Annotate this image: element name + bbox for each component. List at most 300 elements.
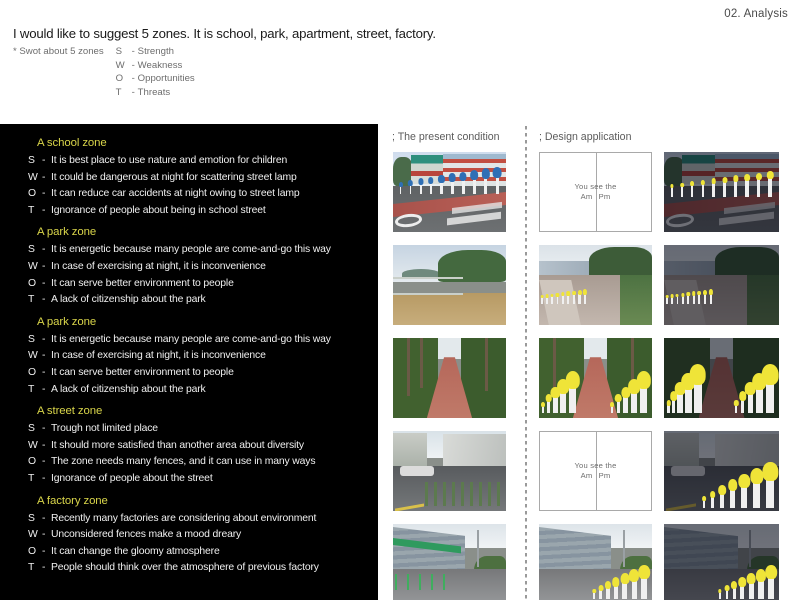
tulip-lamp-icon bbox=[750, 468, 763, 485]
zone-swot-key: W bbox=[28, 529, 38, 541]
zone-swot-key: O bbox=[28, 545, 36, 557]
tulip-lamp-icon bbox=[639, 565, 651, 579]
bollard-row bbox=[666, 288, 712, 304]
swot-note: * Swot about 5 zones bbox=[13, 46, 104, 57]
placeholder-am: Am bbox=[580, 192, 593, 201]
photo-cell-present[interactable] bbox=[393, 245, 506, 325]
zone-swot-dash: - bbox=[42, 244, 46, 256]
tulip-lamp-icon bbox=[718, 589, 721, 593]
bollard-post bbox=[462, 178, 465, 194]
bollard-post bbox=[757, 178, 760, 197]
tulip-lamp-icon bbox=[399, 182, 403, 187]
bollard-post bbox=[614, 584, 618, 599]
tulip-lamp-icon bbox=[709, 289, 713, 294]
bollard-post bbox=[578, 294, 580, 305]
zone-swot-line bbox=[28, 276, 370, 293]
bollard-post bbox=[410, 184, 412, 194]
placeholder-text bbox=[574, 461, 616, 481]
bollard-post bbox=[691, 185, 693, 197]
swot-legend-row bbox=[116, 86, 195, 100]
bollard-post bbox=[671, 297, 673, 305]
zone-swot-text: In case of exercising at night, it is inconvenience bbox=[51, 260, 266, 272]
park-zone-row bbox=[393, 245, 779, 325]
zone-title: A park zone bbox=[37, 315, 97, 328]
swot-legend-value: Weakness bbox=[137, 59, 183, 71]
bollard-post bbox=[723, 181, 726, 197]
bollard-post bbox=[400, 185, 402, 194]
bollard-post bbox=[698, 294, 700, 304]
zone-swot-key: S bbox=[28, 244, 35, 256]
zone-block bbox=[28, 223, 370, 308]
photo-park-present bbox=[393, 245, 506, 325]
photo-factory-present bbox=[393, 524, 506, 600]
parked-cars bbox=[400, 466, 434, 476]
zone-swot-key: S bbox=[28, 155, 35, 166]
bollard-post bbox=[430, 182, 432, 195]
placeholder-pm: Pm bbox=[598, 192, 611, 201]
zone-block bbox=[28, 492, 370, 577]
placeholder-line2 bbox=[574, 471, 616, 481]
zone-swot-line bbox=[28, 203, 370, 220]
bollard-post bbox=[748, 392, 753, 414]
bollard-post bbox=[726, 589, 729, 599]
tulip-lamp-icon bbox=[583, 289, 587, 294]
tulip-lamp-icon bbox=[733, 175, 738, 182]
zone-swot-text: In case of exercising at night, it is inconvenience bbox=[51, 350, 266, 362]
zone-swot-line bbox=[28, 348, 370, 365]
page-title: I would like to suggest 5 zones. It is school, park, apartment, street, factory. bbox=[13, 26, 436, 41]
tulip-lamp-icon bbox=[710, 491, 716, 498]
bollard-post bbox=[712, 182, 715, 196]
bollard-post bbox=[704, 294, 706, 305]
bollard-row bbox=[611, 387, 647, 413]
photo-treepath-design-night bbox=[664, 338, 779, 418]
zone-swot-line bbox=[28, 511, 370, 528]
tulip-lamp-icon bbox=[767, 171, 773, 179]
zone-swot-text: Trough not limited place bbox=[51, 423, 158, 435]
zone-swot-text: It is energetic because many people are come-and-go this way bbox=[51, 333, 331, 345]
tulip-lamp-icon bbox=[731, 581, 737, 589]
bollard-row bbox=[735, 385, 774, 413]
bollard-post bbox=[484, 176, 487, 195]
tulip-lamp-icon bbox=[702, 496, 706, 501]
zone-swot-dash: - bbox=[42, 562, 46, 574]
zone-swot-text: Ignorance of people about the street bbox=[51, 472, 213, 484]
swot-legend-value: Opportunities bbox=[137, 73, 195, 84]
zone-swot-key: S bbox=[28, 512, 35, 524]
photo-school-present bbox=[393, 152, 506, 232]
placeholder-pm: Pm bbox=[598, 471, 611, 480]
bollard-post bbox=[745, 179, 748, 197]
zone-swot-key: O bbox=[28, 277, 36, 289]
photo-cell-design-day[interactable] bbox=[539, 431, 652, 511]
tulip-lamp-icon bbox=[566, 291, 570, 296]
bollard-post bbox=[606, 587, 609, 600]
zone-title: A school zone bbox=[37, 137, 107, 149]
photo-cell-design-day[interactable] bbox=[539, 338, 652, 418]
bollard-post bbox=[631, 390, 637, 414]
bollard-post bbox=[632, 578, 637, 599]
bollard-row bbox=[400, 180, 499, 194]
zone-swot-text: It is best place to use nature and emotion for children bbox=[51, 155, 288, 166]
swot-legend-block bbox=[13, 45, 195, 99]
tulip-lamp-icon bbox=[698, 291, 702, 296]
zone-swot-text: A lack of citizenship about the park bbox=[51, 383, 206, 395]
photo-cell-design-night[interactable] bbox=[664, 524, 779, 600]
tulip-lamp-icon bbox=[739, 577, 747, 586]
zone-swot-text: It can reduce car accidents at night owing to street lamp bbox=[51, 188, 300, 200]
zone-swot-line bbox=[28, 292, 370, 309]
zone-swot-key: W bbox=[28, 439, 38, 451]
swot-legend-key: O bbox=[115, 73, 124, 84]
zone-title: A park zone bbox=[37, 226, 97, 239]
zone-swot-dash: - bbox=[42, 529, 46, 541]
photo-cell-design-day[interactable] bbox=[539, 524, 652, 600]
bollard-post bbox=[567, 295, 569, 305]
tree-trunk bbox=[407, 338, 410, 396]
bollard-post bbox=[640, 384, 647, 413]
placeholder-line2 bbox=[574, 192, 616, 202]
bollard-post bbox=[719, 592, 721, 599]
zone-swot-text: It should more satisfied than another area about diversity bbox=[51, 439, 304, 451]
swot-legend-key: S bbox=[115, 46, 123, 57]
bollard-post bbox=[666, 297, 667, 304]
bollard-post bbox=[573, 294, 575, 304]
ampm-placeholder-box bbox=[539, 152, 652, 232]
photo-factory-design-day bbox=[539, 524, 652, 600]
bollard-post bbox=[682, 296, 684, 305]
zone-swot-text: Recently many factories are considering about environment bbox=[51, 512, 317, 524]
zone-swot-text: It is energetic because many people are come-and-go this way bbox=[51, 244, 331, 256]
tulip-lamp-icon bbox=[739, 474, 750, 488]
zone-swot-text: The zone needs many fences, and it can use in many ways bbox=[51, 456, 316, 468]
bollard-row bbox=[703, 478, 774, 508]
bollard-post bbox=[623, 395, 628, 413]
tulip-lamp-icon bbox=[418, 178, 423, 184]
photo-factory-design-night bbox=[664, 524, 779, 600]
photo-cell-design-night[interactable] bbox=[664, 152, 779, 232]
swot-legend-dash: - bbox=[131, 46, 135, 57]
zone-swot-dash: - bbox=[42, 260, 46, 272]
tree-trunk bbox=[420, 338, 423, 388]
zone-swot-dash: - bbox=[42, 350, 46, 362]
tulip-lamp-icon bbox=[734, 400, 738, 406]
swot-legend-dash: - bbox=[131, 73, 135, 84]
zone-swot-line bbox=[28, 560, 370, 577]
zone-swot-dash: - bbox=[42, 439, 46, 451]
zone-swot-line bbox=[28, 471, 370, 488]
tulip-lamp-icon bbox=[722, 177, 727, 183]
zone-swot-dash: - bbox=[42, 472, 46, 484]
section-label: 02. Analysis bbox=[724, 8, 788, 20]
photo-cell-design-night[interactable] bbox=[664, 338, 779, 418]
zone-swot-text: It can change the gloomy atmosphere bbox=[51, 545, 220, 557]
bollard-post bbox=[733, 587, 736, 600]
bollard-post bbox=[766, 476, 774, 508]
zone-swot-dash: - bbox=[42, 366, 46, 378]
bollard-post bbox=[641, 575, 647, 599]
tulip-lamp-icon bbox=[763, 462, 778, 481]
design-application-heading: ; Design application bbox=[539, 131, 632, 143]
bollard-post bbox=[584, 293, 586, 304]
swot-legend-row bbox=[116, 59, 195, 73]
bollard-post bbox=[473, 177, 476, 194]
tulip-lamp-icon bbox=[756, 173, 762, 181]
dirt-path bbox=[393, 293, 506, 325]
photo-park-design-night bbox=[664, 245, 779, 325]
tulip-lamp-icon bbox=[747, 573, 756, 584]
zone-swot-key: O bbox=[28, 188, 36, 200]
bollard-post bbox=[741, 398, 745, 413]
photo-cell-present[interactable] bbox=[393, 431, 506, 511]
tulip-lamp-icon bbox=[610, 402, 614, 407]
tulip-lamp-icon bbox=[724, 585, 729, 591]
ampm-placeholder-box bbox=[539, 431, 652, 511]
bollard-post bbox=[711, 496, 714, 508]
photo-cell-design-day[interactable] bbox=[539, 152, 652, 232]
photo-cell-design-day[interactable] bbox=[539, 245, 652, 325]
bollard-post bbox=[756, 385, 763, 413]
zone-swot-dash: - bbox=[42, 155, 46, 166]
zone-swot-key: T bbox=[28, 472, 35, 484]
bollard-post bbox=[551, 296, 553, 304]
zone-swot-text: It can serve better environment to people bbox=[51, 366, 234, 378]
bollard-post bbox=[753, 480, 760, 508]
bollard-post bbox=[741, 484, 747, 508]
zone-swot-dash: - bbox=[42, 294, 46, 306]
zone-swot-key: S bbox=[28, 333, 35, 345]
photo-treepath-design-day bbox=[539, 338, 652, 418]
zone-swot-text: It can serve better environment to people bbox=[51, 277, 234, 289]
zone-swot-dash: - bbox=[42, 188, 46, 200]
tulip-lamp-icon bbox=[471, 170, 479, 180]
school-zone-row bbox=[393, 152, 779, 232]
zone-swot-line bbox=[28, 153, 370, 170]
tulip-lamp-icon bbox=[666, 295, 669, 298]
zone-swot-text: Ignorance of people about being in school street bbox=[51, 204, 266, 216]
tulip-lamp-icon bbox=[680, 183, 684, 187]
tulip-lamp-icon bbox=[728, 479, 738, 491]
photo-cell-design-night[interactable] bbox=[664, 431, 779, 511]
zone-swot-key: W bbox=[28, 260, 38, 272]
tulip-lamp-icon bbox=[541, 295, 544, 298]
swot-legend-value: Threats bbox=[137, 86, 171, 98]
zone-swot-key: W bbox=[28, 350, 38, 362]
tulip-lamp-icon bbox=[670, 184, 673, 188]
photo-grid bbox=[393, 152, 779, 592]
zone-block bbox=[28, 313, 370, 398]
photo-cell-present[interactable] bbox=[393, 152, 506, 232]
bollard-post bbox=[710, 293, 712, 304]
street-zone-row bbox=[393, 431, 779, 511]
photo-cell-present[interactable] bbox=[393, 524, 506, 600]
bollard-post bbox=[611, 405, 613, 413]
zone-title: A street zone bbox=[37, 405, 103, 418]
zone-swot-key: T bbox=[28, 383, 35, 395]
tulip-lamp-icon bbox=[637, 371, 651, 389]
tulip-lamp-icon bbox=[592, 589, 595, 593]
tulip-lamp-icon bbox=[744, 174, 750, 181]
zone-swot-key: T bbox=[28, 562, 35, 574]
zone-swot-key: T bbox=[28, 204, 35, 216]
photo-street-present bbox=[393, 431, 506, 511]
bollard-post bbox=[496, 175, 500, 195]
zone-swot-dash: - bbox=[42, 512, 46, 524]
tulip-lamp-icon bbox=[408, 180, 413, 186]
placeholder-line1: You see the bbox=[574, 461, 617, 470]
photo-cell-present[interactable] bbox=[393, 338, 506, 418]
bollard-post bbox=[546, 297, 548, 305]
zone-swot-line bbox=[28, 242, 370, 259]
zone-swot-line bbox=[28, 365, 370, 382]
zone-swot-dash: - bbox=[42, 456, 46, 468]
bollard-post bbox=[617, 400, 620, 413]
bollard-post bbox=[758, 578, 763, 599]
tulip-lamp-icon bbox=[711, 178, 716, 184]
swot-legend-dash: - bbox=[131, 59, 135, 71]
swot-legend-row bbox=[116, 45, 195, 59]
tulip-lamp-icon bbox=[690, 181, 694, 186]
placeholder-text bbox=[574, 182, 616, 202]
tulip-lamp-icon bbox=[598, 585, 603, 591]
zone-swot-key: O bbox=[28, 366, 36, 378]
photo-cell-design-night[interactable] bbox=[664, 245, 779, 325]
bollard-post bbox=[671, 187, 673, 197]
swot-legend-value: Strength bbox=[137, 46, 174, 57]
bollard-post bbox=[702, 184, 704, 197]
zone-swot-line bbox=[28, 544, 370, 561]
green-fence bbox=[395, 574, 452, 590]
swot-legend bbox=[116, 45, 195, 99]
zone-swot-dash: - bbox=[42, 423, 46, 435]
zone-title: A factory zone bbox=[37, 494, 108, 507]
tulip-lamp-icon bbox=[612, 577, 620, 586]
bollard-post bbox=[677, 296, 679, 304]
tulip-lamp-icon bbox=[620, 573, 629, 584]
bollard-post bbox=[693, 295, 695, 305]
zone-swot-line bbox=[28, 527, 370, 544]
park2-zone-row bbox=[393, 338, 779, 418]
zone-swot-line bbox=[28, 170, 370, 187]
zone-swot-line bbox=[28, 382, 370, 399]
zone-swot-key: W bbox=[28, 171, 38, 183]
bollard-post bbox=[720, 492, 724, 508]
tulip-lamp-icon bbox=[692, 291, 696, 296]
zone-swot-dash: - bbox=[42, 333, 46, 345]
bollard-post bbox=[557, 296, 559, 305]
tulip-lamp-icon bbox=[551, 294, 554, 298]
zone-swot-line bbox=[28, 421, 370, 438]
bollard-row bbox=[541, 288, 586, 304]
present-condition-heading: ; The present condition bbox=[392, 131, 500, 143]
bollard-post bbox=[541, 297, 542, 304]
bollard-post bbox=[440, 181, 443, 195]
tulip-lamp-icon bbox=[493, 167, 502, 178]
tulip-lamp-icon bbox=[438, 175, 444, 183]
photo-school-design-night bbox=[664, 152, 779, 232]
tulip-lamp-icon bbox=[605, 581, 611, 589]
tulip-lamp-icon bbox=[703, 290, 707, 295]
bollard-post bbox=[740, 584, 744, 599]
bollard-post bbox=[687, 295, 689, 304]
bollard-row bbox=[719, 575, 774, 599]
metal-fence bbox=[393, 277, 463, 295]
bollard-post bbox=[734, 180, 737, 197]
factory-zone-row bbox=[393, 524, 779, 600]
placeholder-line1: You see the bbox=[574, 182, 617, 191]
zone-swot-key: O bbox=[28, 456, 36, 468]
zone-swot-line bbox=[28, 454, 370, 471]
zone-block bbox=[28, 402, 370, 487]
zone-swot-dash: - bbox=[42, 545, 46, 557]
tulip-lamp-icon bbox=[765, 565, 777, 579]
bollard-post bbox=[766, 379, 774, 413]
tulip-lamp-icon bbox=[572, 291, 576, 296]
bollard-post bbox=[703, 500, 705, 508]
zone-block bbox=[28, 134, 370, 219]
bollard-post bbox=[768, 177, 772, 197]
zone-swot-text: A lack of citizenship about the park bbox=[51, 294, 206, 306]
buildings bbox=[393, 433, 427, 468]
zone-swot-key: T bbox=[28, 294, 35, 306]
tulip-lamp-icon bbox=[687, 292, 690, 296]
zone-swot-text: Unconsidered fences make a mood dreary bbox=[51, 529, 242, 541]
bollard-post bbox=[730, 488, 735, 508]
swot-legend-key: W bbox=[115, 59, 125, 71]
zone-swot-line bbox=[28, 186, 370, 203]
swot-legend-dash: - bbox=[131, 86, 135, 98]
tree-trunk bbox=[485, 338, 488, 391]
bollard-post bbox=[593, 592, 595, 599]
zone-swot-dash: - bbox=[42, 277, 46, 289]
zone-swot-line bbox=[28, 259, 370, 276]
photo-treepath-present bbox=[393, 338, 506, 418]
zone-swot-text: People should think over the atmosphere of previous factory bbox=[51, 562, 319, 574]
bollard-post bbox=[420, 183, 422, 194]
bollard-row bbox=[593, 575, 647, 599]
tulip-lamp-icon bbox=[676, 294, 679, 298]
tulip-lamp-icon bbox=[546, 294, 549, 298]
tulip-lamp-icon bbox=[460, 172, 467, 181]
zone-swot-text: It could be dangerous at night for scattering street lamp bbox=[51, 171, 297, 183]
swot-panel bbox=[0, 124, 378, 600]
swot-legend-row bbox=[116, 72, 195, 86]
photo-street-design-night bbox=[664, 431, 779, 511]
tulip-lamp-icon bbox=[681, 293, 684, 297]
photo-park-design-day bbox=[539, 245, 652, 325]
zone-swot-line bbox=[28, 332, 370, 349]
painted-fence bbox=[425, 482, 504, 506]
swot-legend-key: T bbox=[115, 86, 122, 98]
zone-swot-dash: - bbox=[42, 204, 46, 216]
bollard-post bbox=[749, 581, 754, 599]
bollard-post bbox=[622, 581, 627, 599]
bollard-post bbox=[768, 575, 774, 599]
tulip-lamp-icon bbox=[671, 294, 674, 298]
zone-swot-dash: - bbox=[42, 383, 46, 395]
bollard-post bbox=[735, 404, 737, 413]
bollard-post bbox=[562, 295, 564, 304]
tulip-lamp-icon bbox=[718, 485, 726, 495]
placeholder-am: Am bbox=[580, 471, 593, 480]
tulip-lamp-icon bbox=[556, 293, 559, 297]
bollard-post bbox=[681, 186, 683, 197]
tulip-lamp-icon bbox=[482, 168, 490, 178]
utility-pole bbox=[477, 530, 479, 567]
tulip-lamp-icon bbox=[449, 173, 456, 181]
bollard-post bbox=[599, 589, 602, 599]
zone-swot-dash: - bbox=[42, 171, 46, 183]
